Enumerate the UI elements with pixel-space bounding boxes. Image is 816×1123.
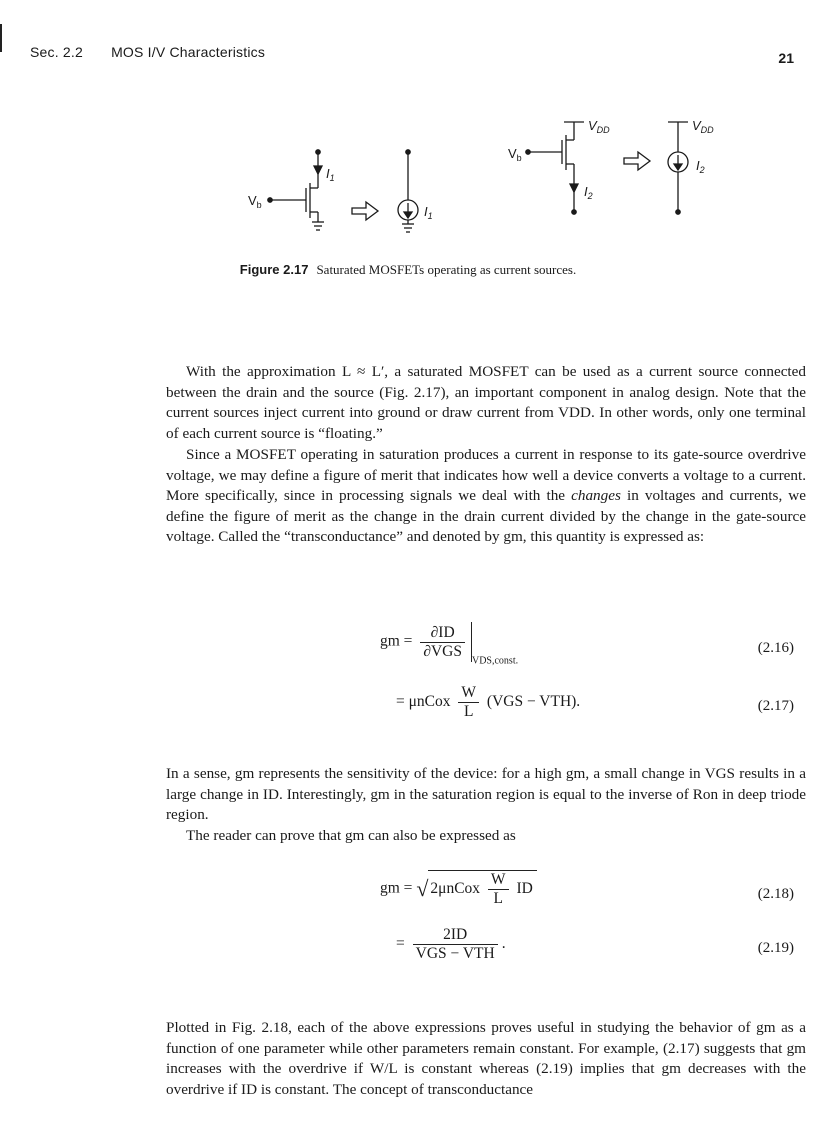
figure-caption xyxy=(0,262,816,278)
i1-label-right: $I_1$ xyxy=(424,204,433,221)
equivalence-arrow-left xyxy=(352,202,378,220)
equation-number-2-19: (2.19) xyxy=(757,940,794,956)
page-number: 21 xyxy=(778,50,794,66)
vdd-label-left: $V_{DD}$ xyxy=(588,118,610,135)
equation-2-16: gm = $\frac{\partial ID}{\text{∂VGS}}$ $_{VDS,const.}$ xyxy=(380,623,519,667)
paragraph-1: With the approximation L ≈ L′, a saturated MOSFET can be used as a current source connected between the drain and the source (Fig. 2.17), an important component in analog design. Note that the current sources inject current into ground or draw current from VDD. In other words, only one terminal of each current source is “floating.” xyxy=(166,363,806,442)
equation-number-2-17: (2.17) xyxy=(757,698,794,714)
section-number: Sec. 2.2 xyxy=(30,44,83,60)
ideal-current-source-right xyxy=(668,118,714,214)
equation-2-18: gm = √ 2μnCox $\frac{W}{L}$ ID xyxy=(380,870,537,908)
equivalence-arrow-right xyxy=(624,152,650,170)
ideal-current-source-left xyxy=(398,150,433,232)
figure-2-17 xyxy=(240,100,740,250)
paragraph-2: Since a MOSFET operating in saturation produces a current in response to its gate-source overdrive voltage, we may define a figure of merit that indicates how well a device converts a voltage to a current. More specifically, since in processing signals we deal with the changes in voltages and currents, we define the figure of merit as the change in the drain current divided by the change in the gate-source voltage. Called the “transconductance” and denoted by gm, this quantity is expressed as: xyxy=(166,446,807,546)
vdd-label-right: $V_{DD}$ xyxy=(692,118,714,135)
chapter-title: MOS I/V Characteristics xyxy=(111,44,266,60)
i2-label-right: $I_2$ xyxy=(696,158,705,175)
equation-2-19: = $\frac{2ID}{\text{VGS − VTH}}$ . xyxy=(396,926,506,962)
equation-number-2-18: (2.18) xyxy=(757,886,794,902)
i1-label-left: $I_1$ xyxy=(326,166,335,183)
equation-number-2-16: (2.16) xyxy=(757,640,794,656)
running-header xyxy=(30,44,265,60)
emphasis-changes: changes xyxy=(571,487,621,505)
page-edge-mark xyxy=(0,24,2,52)
paragraph-5: Plotted in Fig. 2.18, each of the above expressions proves useful in studying the behavior of gm as a function of one parameter while other parameters remain constant. For example, (2.17) suggests that gm increases with the overdrive if W/L is constant whereas (2.19) implies that gm decreases with the overdrive if ID is constant. The concept of transconductance xyxy=(166,1019,806,1098)
paragraph-3: In a sense, gm represents the sensitivity of the device: for a high gm, a small change in VGS results in a large change in ID. Interestingly, gm in the saturation region is equal to the inverse of Ron in deep triode region. xyxy=(166,765,806,824)
i2-label-left: $I_2$ xyxy=(584,184,593,201)
paragraph-4: The reader can prove that gm can also be expressed as xyxy=(186,827,516,844)
figure-label: Figure 2.17 xyxy=(239,262,309,277)
pmos-current-source-right xyxy=(508,118,610,214)
vb-label-right: $V_b$ xyxy=(508,146,522,163)
equation-2-17: = μnCox $\frac{W}{L}$ (VGS − VTH). xyxy=(396,684,581,720)
figure-caption-text: Saturated MOSFETs operating as current sources. xyxy=(316,262,577,277)
nmos-current-source-left xyxy=(248,150,335,230)
vb-label-left: $V_b$ xyxy=(248,193,262,210)
